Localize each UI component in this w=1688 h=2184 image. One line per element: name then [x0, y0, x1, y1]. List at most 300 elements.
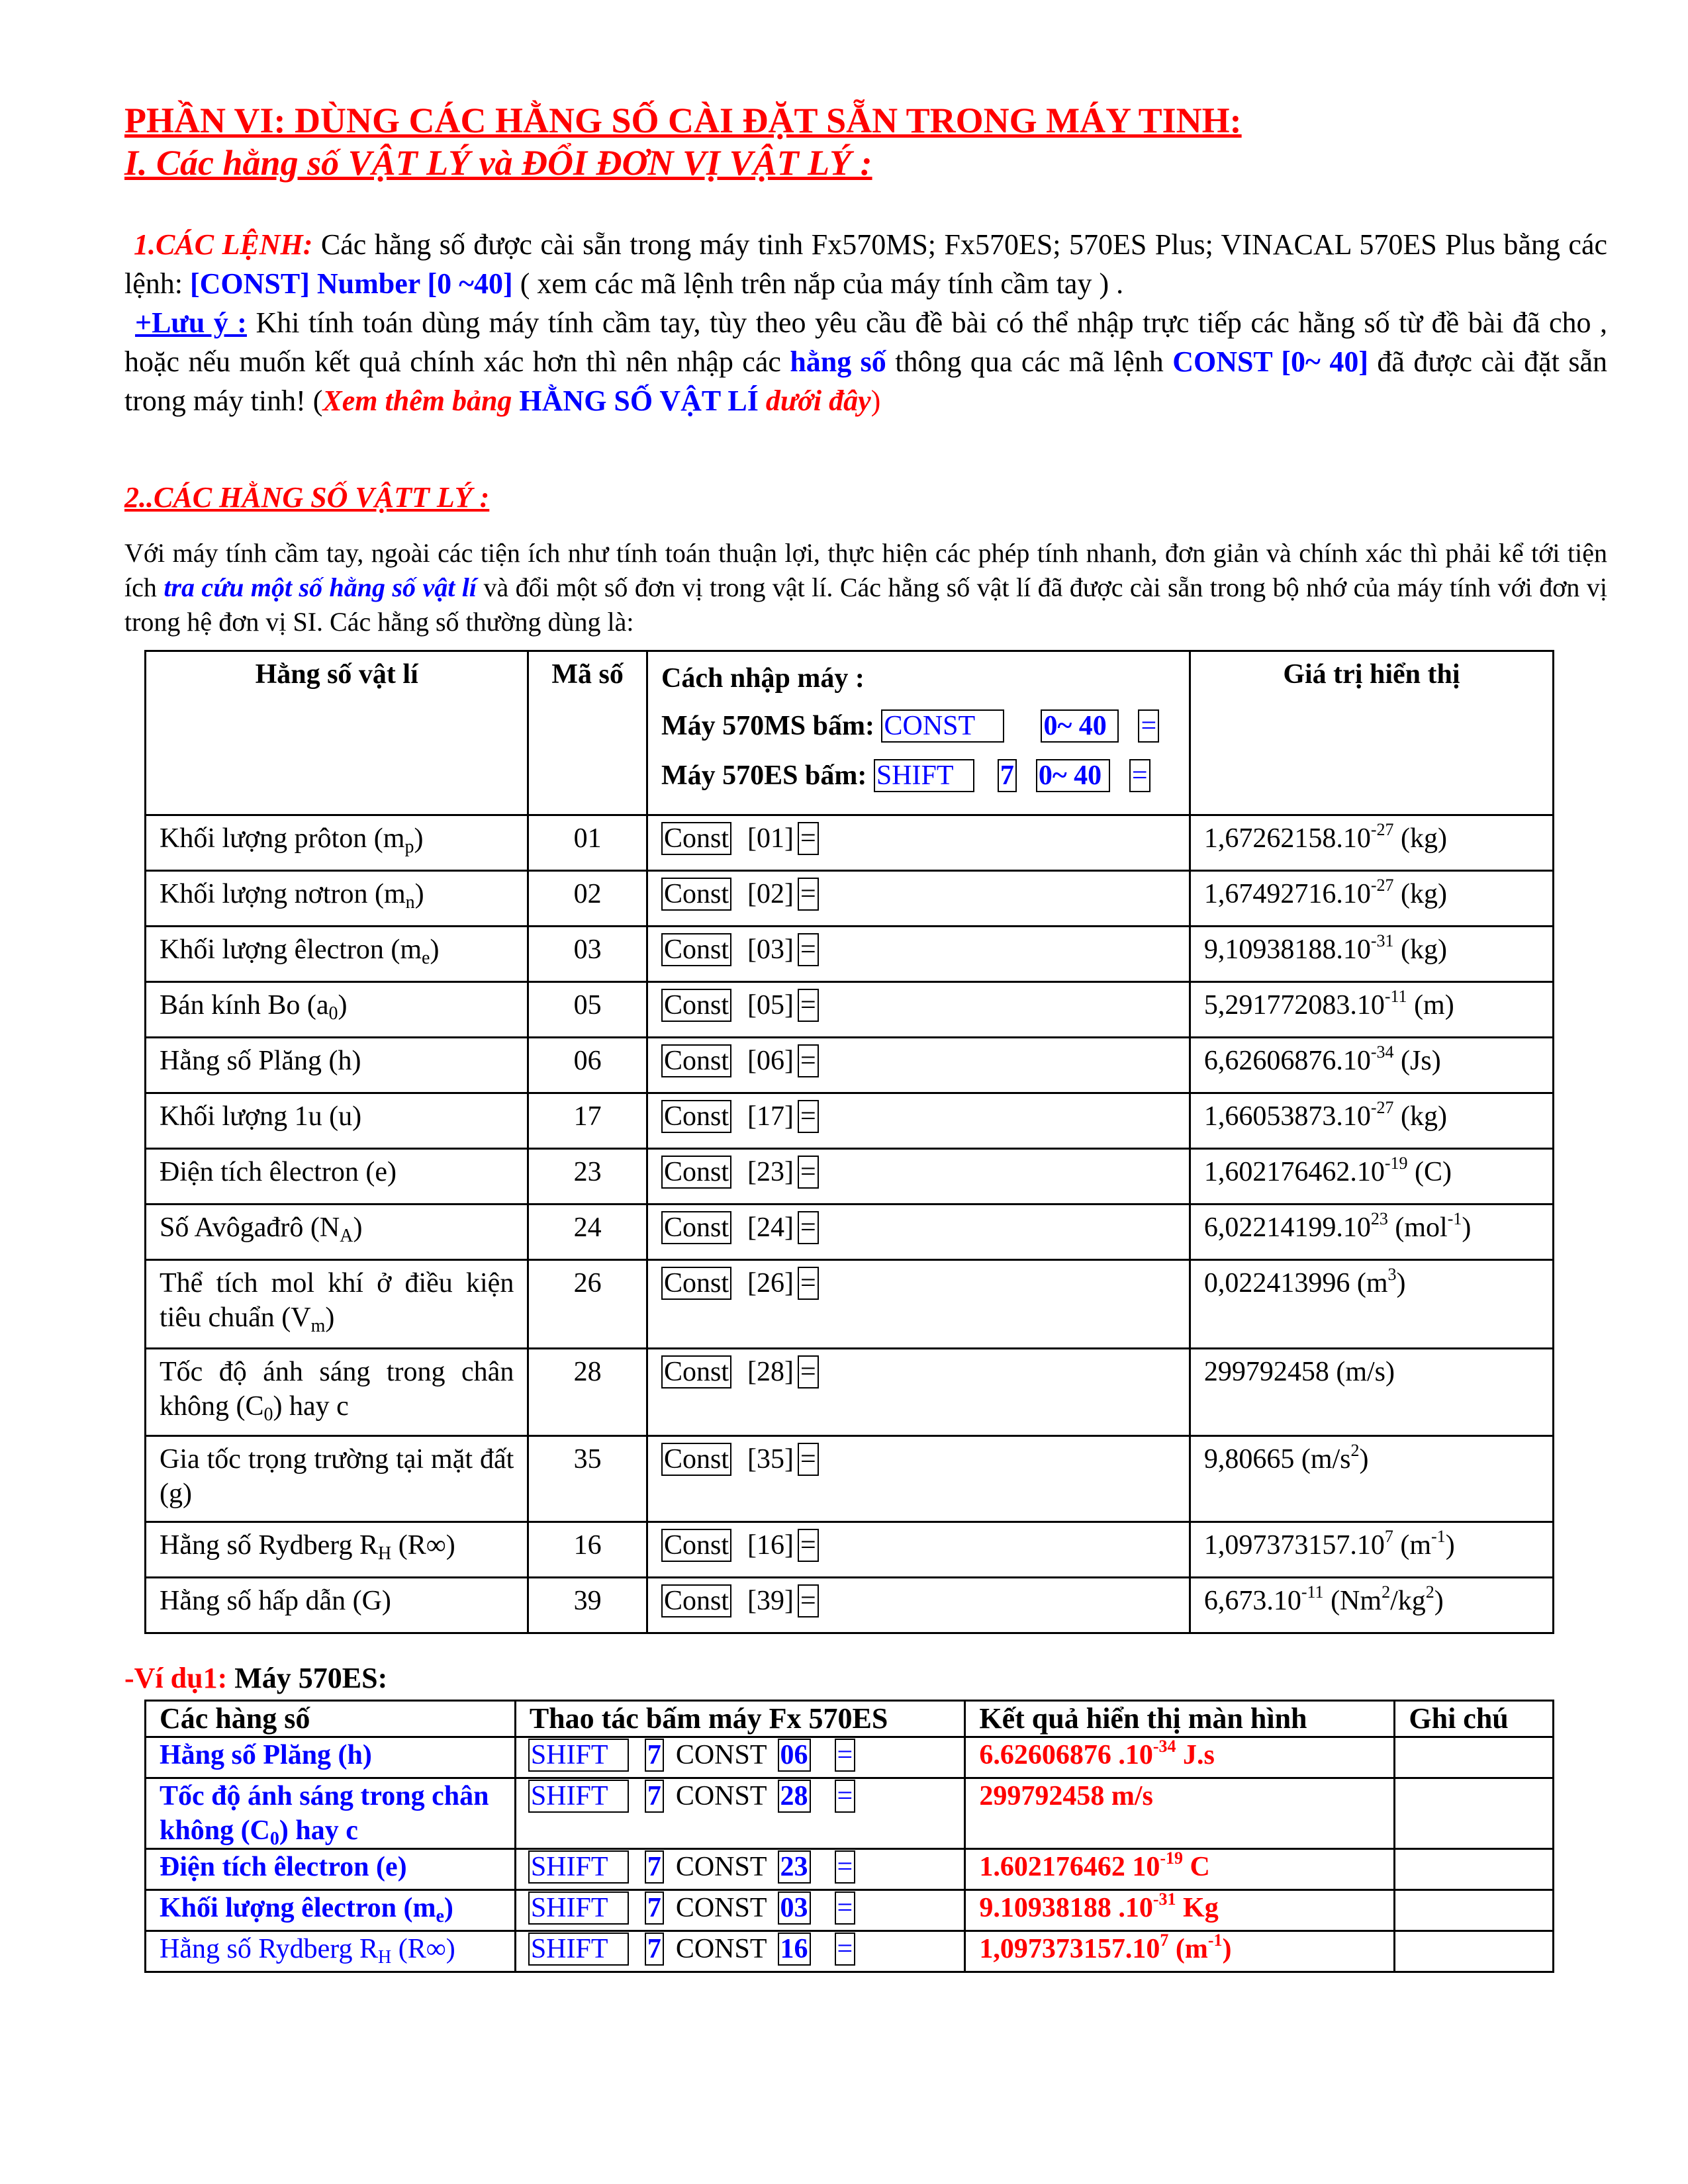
result-unit-exponent: -1: [1207, 1931, 1223, 1950]
entry-code: [35]: [747, 1444, 794, 1475]
note-label: +Lưu ý :: [135, 306, 247, 339]
constant-name-end: ): [325, 1302, 335, 1333]
const-key[interactable]: Const: [661, 1044, 731, 1077]
key-7[interactable]: 7: [645, 1850, 664, 1884]
entry-code: [01]: [747, 823, 794, 854]
const-key[interactable]: Const: [661, 1267, 731, 1300]
constant-name: [146, 1038, 528, 1093]
example-note: [1395, 1778, 1554, 1849]
section2-title: 2..CÁC HẰNG SỐ VẬTT LÝ :: [124, 481, 490, 514]
constant-name-text: Gia tốc trọng trường tại mặt đất (g): [160, 1444, 514, 1509]
constant-code: 24: [528, 1205, 647, 1260]
constant-name: [146, 1578, 528, 1633]
shift-key[interactable]: SHIFT: [528, 1780, 629, 1813]
value-unit: (Nm: [1323, 1586, 1382, 1616]
constant-row: [146, 1260, 1554, 1349]
value-exponent: -11: [1301, 1582, 1324, 1602]
constant-entry: [647, 982, 1190, 1038]
constant-entry: [647, 1205, 1190, 1260]
value-mantissa: 1,097373157.10: [1203, 1530, 1385, 1561]
constant-name-sub: A: [340, 1226, 353, 1246]
constant-name-text: Bán kính Bo (a: [160, 990, 329, 1021]
value-mantissa: 6,62606876.10: [1203, 1046, 1371, 1076]
equals-key[interactable]: =: [835, 1891, 856, 1925]
example-row: [146, 1931, 1554, 1972]
section1-cmd: [CONST] Number [0 ~40]: [189, 267, 513, 300]
constant-code: 23: [528, 1149, 647, 1205]
constant-name-text: Thể tích mol khí ở điều kiện tiêu chuẩn (V: [160, 1268, 514, 1333]
result-unit: (m: [1168, 1934, 1208, 1964]
constant-code: 06: [528, 1038, 647, 1093]
equals-key[interactable]: =: [835, 1780, 856, 1813]
value-unit: (m): [1407, 990, 1454, 1021]
example-row: [146, 1778, 1554, 1849]
result-exponent: -19: [1160, 1848, 1184, 1868]
result-mantissa: 1,097373157.10: [979, 1934, 1160, 1964]
const-label: CONST: [675, 1934, 767, 1964]
constant-name: [146, 815, 528, 871]
constant-name: [146, 1436, 528, 1522]
constant-entry: [647, 815, 1190, 871]
note-ref1: Xem thêm bảng: [322, 385, 512, 417]
example-result: [965, 1778, 1395, 1849]
constant-value: [1190, 1260, 1553, 1349]
constant-name-end: (R∞): [391, 1530, 455, 1561]
const-key[interactable]: Const: [661, 933, 731, 966]
value-mantissa: 9,10938188.10: [1203, 934, 1371, 965]
constant-value: [1190, 1038, 1553, 1093]
value-mantissa: 5,291772083.10: [1203, 990, 1385, 1021]
equals-key[interactable]: =: [798, 1443, 819, 1476]
constant-name-sub: e: [422, 948, 430, 968]
constant-name: [146, 1093, 528, 1149]
example-constant-sub: e: [436, 1906, 444, 1927]
equals-key[interactable]: =: [798, 822, 819, 855]
example-constant: [146, 1849, 516, 1890]
value-unit-end: ): [1462, 1212, 1472, 1243]
equals-key[interactable]: =: [798, 933, 819, 966]
equals-key[interactable]: =: [798, 1211, 819, 1244]
section2-bold: tra cứu một số hằng số vật lí: [164, 572, 477, 602]
constant-row: [146, 1205, 1554, 1260]
constant-value: [1190, 927, 1553, 982]
constant-name-sub: H: [378, 1543, 392, 1564]
const-key[interactable]: Const: [661, 1443, 731, 1476]
example-constant-end: (R∞): [391, 1934, 455, 1964]
value-mantissa: 6,673.10: [1203, 1586, 1301, 1616]
ex-header-note: Ghi chú: [1395, 1701, 1554, 1737]
col-header-entry: [647, 651, 1190, 815]
value-mantissa: 0,022413996 (m: [1203, 1268, 1388, 1298]
const-label: CONST: [675, 1852, 767, 1882]
equals-key[interactable]: =: [798, 1529, 819, 1562]
unit-exponent: -1: [1431, 1527, 1446, 1546]
es-range-key[interactable]: 0~ 40: [1036, 759, 1110, 792]
constant-value: [1190, 1522, 1553, 1578]
equals-key[interactable]: =: [798, 878, 819, 911]
example-result: [965, 1737, 1395, 1778]
value-mantissa: 9,80665 (m/s: [1203, 1444, 1351, 1475]
key-7[interactable]: 7: [645, 1891, 664, 1925]
constant-name: [146, 1349, 528, 1436]
const-key[interactable]: Const: [661, 1584, 731, 1617]
example-constant: [146, 1931, 516, 1972]
constant-entry: [647, 1522, 1190, 1578]
code-key[interactable]: 28: [778, 1780, 811, 1813]
result-mantissa: 6.62606876 .10: [979, 1740, 1153, 1770]
ms-const-key[interactable]: CONST: [881, 709, 1004, 743]
example-constant-sub: H: [378, 1947, 392, 1968]
constant-value: [1190, 1149, 1553, 1205]
constant-code: 03: [528, 927, 647, 982]
constant-entry: [647, 1578, 1190, 1633]
const-label: CONST: [675, 1893, 767, 1923]
value-exponent: -11: [1384, 987, 1407, 1006]
constant-code: 17: [528, 1093, 647, 1149]
constant-row: [146, 1149, 1554, 1205]
value-exponent: -27: [1370, 1098, 1394, 1117]
result-unit-end: ): [1222, 1934, 1232, 1964]
example-result: [965, 1931, 1395, 1972]
example-label: [124, 1660, 387, 1697]
const-key[interactable]: Const: [661, 1156, 731, 1189]
page-title: PHẦN VI: DÙNG CÁC HẰNG SỐ CÀI ĐẶT SẴN TRONG MÁY TINH:: [124, 101, 1242, 140]
constant-name-text: Số Avôgađrô (N: [160, 1212, 340, 1243]
const-key[interactable]: Const: [661, 878, 731, 911]
example-constant-text: Hằng số Rydberg R: [160, 1934, 379, 1964]
constants-table: [144, 650, 1554, 1634]
const-label: CONST: [675, 1740, 767, 1770]
key-7[interactable]: 7: [645, 1739, 664, 1772]
equals-key[interactable]: =: [798, 1355, 819, 1388]
result-mantissa: 9.10938188 .10: [979, 1893, 1153, 1923]
value-unit: (kg): [1393, 1101, 1448, 1132]
constant-row: [146, 1578, 1554, 1633]
entry-code: [17]: [747, 1101, 794, 1132]
note-bold2: CONST [0~ 40]: [1172, 345, 1369, 378]
key-7[interactable]: 7: [645, 1933, 664, 1966]
entry-code: [05]: [747, 990, 794, 1021]
constant-value: [1190, 1349, 1553, 1436]
result-unit: C: [1183, 1852, 1210, 1882]
equals-key[interactable]: =: [798, 1156, 819, 1189]
shift-key[interactable]: SHIFT: [528, 1891, 629, 1925]
ex-header-result: Kết quả hiển thị màn hình: [965, 1701, 1395, 1737]
constant-name: [146, 1149, 528, 1205]
constant-row: [146, 1093, 1554, 1149]
note-ref3: dưới đây: [765, 385, 871, 417]
constant-name-sub: m: [310, 1316, 326, 1336]
equals-key[interactable]: =: [798, 1267, 819, 1300]
constant-name-sub: n: [405, 892, 415, 913]
constant-entry: [647, 871, 1190, 927]
constant-entry: [647, 1038, 1190, 1093]
constant-row: [146, 1436, 1554, 1522]
const-key[interactable]: Const: [661, 1529, 731, 1562]
constant-entry: [647, 1093, 1190, 1149]
unit-exponent-2: 2: [1425, 1582, 1434, 1602]
entry-code: [26]: [747, 1268, 794, 1298]
result-unit: Kg: [1176, 1893, 1219, 1923]
shift-key[interactable]: SHIFT: [528, 1850, 629, 1884]
code-key[interactable]: 06: [778, 1739, 811, 1772]
code-key[interactable]: 16: [778, 1933, 811, 1966]
example-constant-text: Hằng số Plăng (h): [160, 1740, 372, 1770]
example-constant-text: Tốc độ ánh sáng trong chân không (C: [160, 1781, 489, 1846]
example-note: [1395, 1849, 1554, 1890]
constant-name-end: ): [338, 990, 348, 1021]
shift-key[interactable]: SHIFT: [528, 1933, 629, 1966]
constant-name-end: ): [414, 879, 424, 909]
example-note: [1395, 1890, 1554, 1931]
unit-exponent: -1: [1447, 1209, 1462, 1228]
section2-text1: Với máy tính cầm tay, ngoài các tiện ích như tính toán thuận lợi, thực hiện các phép tính nhanh, đơn giản và chính xác thì phải kể tới tiện ích: [124, 538, 1607, 602]
const-label: CONST: [675, 1781, 767, 1811]
value-exponent: 23: [1370, 1209, 1388, 1228]
constant-name-text: Hằng số hấp dẫn (G): [160, 1586, 391, 1616]
unit-exponent: 2: [1382, 1582, 1391, 1602]
constant-row: [146, 927, 1554, 982]
equals-key[interactable]: =: [798, 989, 819, 1022]
constant-name: [146, 1260, 528, 1349]
const-key[interactable]: Const: [661, 1355, 731, 1388]
col-header-value: Giá trị hiển thị: [1190, 651, 1553, 815]
example-keys: [515, 1931, 965, 1972]
result-exponent: -31: [1152, 1889, 1176, 1909]
es-7-key[interactable]: 7: [998, 759, 1017, 792]
result-unit: J.s: [1176, 1740, 1215, 1770]
constant-entry: [647, 927, 1190, 982]
constant-row: [146, 1349, 1554, 1436]
const-key[interactable]: Const: [661, 1100, 731, 1133]
note-text2: thông qua các mã lệnh: [886, 345, 1173, 378]
entry-code: [03]: [747, 934, 794, 965]
constant-code: 05: [528, 982, 647, 1038]
example-constant-end: ) hay c: [279, 1815, 358, 1846]
example-table: [144, 1700, 1554, 1973]
example-constant: [146, 1737, 516, 1778]
result-mantissa: 1.602176462 10: [979, 1852, 1160, 1882]
constant-name-text: Hằng số Rydberg R: [160, 1530, 379, 1561]
equals-key[interactable]: =: [835, 1850, 856, 1884]
constant-name-end: ) hay c: [273, 1391, 349, 1422]
value-exponent: -31: [1370, 931, 1394, 950]
constant-value: [1190, 1205, 1553, 1260]
constant-entry: [647, 1436, 1190, 1522]
equals-key[interactable]: =: [798, 1100, 819, 1133]
es-equals-key[interactable]: =: [1129, 759, 1150, 792]
constant-row: [146, 1522, 1554, 1578]
const-key[interactable]: Const: [661, 1211, 731, 1244]
entry-title: Cách nhập máy :: [661, 663, 865, 694]
value-unit-end-2: ): [1434, 1586, 1444, 1616]
constant-code: 01: [528, 815, 647, 871]
code-key[interactable]: 23: [778, 1850, 811, 1884]
ms-entry-row: [661, 700, 1176, 752]
constant-code: 02: [528, 871, 647, 927]
example-keys: [515, 1778, 965, 1849]
ex-header-keys: Thao tác bấm máy Fx 570ES: [515, 1701, 965, 1737]
value-mantissa: 1,67262158.10: [1203, 823, 1371, 854]
constant-code: 39: [528, 1578, 647, 1633]
constant-row: [146, 1038, 1554, 1093]
constant-name: [146, 1522, 528, 1578]
value-unit-end: ): [1445, 1530, 1455, 1561]
note-bold1: hằng số: [790, 345, 886, 378]
result-exponent: -34: [1152, 1737, 1176, 1756]
constant-row: [146, 871, 1554, 927]
value-mantissa: 6,02214199.10: [1203, 1212, 1371, 1243]
entry-code: [24]: [747, 1212, 794, 1243]
constant-name-text: Khối lượng prôton (m: [160, 823, 405, 854]
section1-label: 1.CÁC LỆNH:: [134, 228, 313, 261]
value-unit: (Js): [1393, 1046, 1441, 1076]
ms-label: Máy 570MS bấm:: [661, 711, 874, 741]
section1-text1: Các hằng số được cài sẵn trong máy tinh Fx570MS; Fx570ES; 570ES Plus; VINACAL 570ES Plus bằng các lệnh:: [124, 228, 1607, 300]
constant-value: [1190, 1436, 1553, 1522]
example-note: [1395, 1931, 1554, 1972]
constant-name: [146, 1205, 528, 1260]
example-constant: [146, 1778, 516, 1849]
section2-paragraph: [124, 536, 1607, 639]
equals-key[interactable]: =: [835, 1933, 856, 1966]
example-constant: [146, 1890, 516, 1931]
value-mantissa: 299792458 (m/s): [1203, 1357, 1395, 1387]
constant-name-text: Khối lượng 1u (u): [160, 1101, 362, 1132]
example-row: [146, 1849, 1554, 1890]
example-constant-text: Khối lượng êlectron (m: [160, 1893, 436, 1923]
example-constant-sub: 0: [269, 1829, 279, 1849]
value-unit: (C): [1407, 1157, 1452, 1187]
constant-row: [146, 815, 1554, 871]
result-exponent: 7: [1160, 1931, 1169, 1950]
note-text3: đã được cài đặt sẵn trong máy tinh! (: [124, 345, 1607, 417]
example-row: [146, 1737, 1554, 1778]
result-mantissa: 299792458 m/s: [979, 1781, 1153, 1811]
value-exponent: 2: [1350, 1441, 1360, 1460]
example-note: [1395, 1737, 1554, 1778]
value-mantissa: 1,66053873.10: [1203, 1101, 1371, 1132]
equals-key[interactable]: =: [798, 1044, 819, 1077]
example-result: [965, 1890, 1395, 1931]
constant-name-sub: 0: [328, 1003, 338, 1024]
note-paragraph: [124, 303, 1607, 420]
constant-code: 26: [528, 1260, 647, 1349]
entry-code: [23]: [747, 1157, 794, 1187]
example-keys: [515, 1890, 965, 1931]
value-unit: (kg): [1393, 879, 1448, 909]
value-unit: (m: [1393, 1530, 1432, 1561]
constant-entry: [647, 1260, 1190, 1349]
example-table-header: [146, 1701, 1554, 1737]
constant-row: [146, 982, 1554, 1038]
ex-header-constant: Các hàng số: [146, 1701, 516, 1737]
note-end: ): [870, 385, 881, 417]
example-keys: [515, 1737, 965, 1778]
entry-code: [02]: [747, 879, 794, 909]
col-header-constant: Hằng số vật lí: [146, 651, 528, 815]
value-mantissa: 1,67492716.10: [1203, 879, 1371, 909]
entry-code: [06]: [747, 1046, 794, 1076]
entry-code: [16]: [747, 1530, 794, 1561]
constant-name-end: ): [414, 823, 424, 854]
section1-text2: ( xem các mã lệnh trên nắp của máy tính cầm tay ) .: [512, 267, 1124, 300]
col-header-code: Mã số: [528, 651, 647, 815]
es-entry-row: [661, 752, 1176, 799]
example-keys: [515, 1849, 965, 1890]
constant-name: [146, 982, 528, 1038]
value-exponent: 7: [1384, 1527, 1393, 1546]
constant-name-text: Khối lượng êlectron (m: [160, 934, 422, 965]
constant-name: [146, 871, 528, 927]
value-mantissa: 1,602176462.10: [1203, 1157, 1385, 1187]
constant-entry: [647, 1349, 1190, 1436]
constants-table-header: [146, 651, 1554, 815]
code-key[interactable]: 03: [778, 1891, 811, 1925]
constant-name-text: Hằng số Plăng (h): [160, 1046, 361, 1076]
es-shift-key[interactable]: SHIFT: [874, 759, 974, 792]
const-key[interactable]: Const: [661, 989, 731, 1022]
value-unit: (kg): [1393, 823, 1448, 854]
value-unit: ): [1359, 1444, 1369, 1475]
constant-name: [146, 927, 528, 982]
ms-equals-key[interactable]: =: [1138, 709, 1159, 743]
equals-key[interactable]: =: [798, 1584, 819, 1617]
entry-code: [39]: [747, 1586, 794, 1616]
note-text1: Khi tính toán dùng máy tính cầm tay, tùy theo yêu cầu đề bài có thể nhập trực tiếp các hằng số từ đề bài đã cho , hoặc nếu muốn kết quả chính xác hơn thì nên nhập các: [124, 306, 1608, 378]
shift-key[interactable]: SHIFT: [528, 1739, 629, 1772]
value-exponent: -19: [1384, 1154, 1408, 1173]
example-machine: Máy 570ES:: [227, 1662, 388, 1694]
constant-value: [1190, 982, 1553, 1038]
value-exponent: -34: [1370, 1042, 1394, 1062]
value-exponent: -27: [1370, 876, 1394, 895]
constant-value: [1190, 871, 1553, 927]
constant-name-end: ): [353, 1212, 363, 1243]
constant-name-sub: 0: [263, 1404, 273, 1425]
note-ref2: HẰNG SỐ VẬT LÍ: [512, 385, 766, 417]
value-exponent: -27: [1370, 820, 1394, 839]
es-label: Máy 570ES bấm:: [661, 760, 867, 791]
example-constant-text: Điện tích êlectron (e): [160, 1852, 407, 1882]
constant-name-text: Khối lượng nơtron (m: [160, 879, 406, 909]
constant-name-text: Điện tích êlectron (e): [160, 1157, 397, 1187]
constant-entry: [647, 1149, 1190, 1205]
const-key[interactable]: Const: [661, 822, 731, 855]
value-unit-end: /kg: [1390, 1586, 1426, 1616]
constant-code: 28: [528, 1349, 647, 1436]
constant-code: 16: [528, 1522, 647, 1578]
entry-code: [28]: [747, 1357, 794, 1387]
ms-range-key[interactable]: 0~ 40: [1041, 709, 1119, 743]
example-label-text: -Ví dụ1:: [124, 1662, 228, 1694]
constant-name-text: Tốc độ ánh sáng trong chân không (C: [160, 1357, 514, 1422]
constant-code: 35: [528, 1436, 647, 1522]
constant-value: [1190, 1093, 1553, 1149]
equals-key[interactable]: =: [835, 1739, 856, 1772]
example-result: [965, 1849, 1395, 1890]
constant-name-sub: p: [404, 837, 414, 857]
value-unit: (mol: [1387, 1212, 1448, 1243]
page-subtitle: I. Các hằng số VẬT LÝ và ĐỔI ĐƠN VỊ VẬT LÝ :: [124, 143, 872, 183]
constant-name-end: ): [430, 934, 440, 965]
value-exponent: 3: [1387, 1265, 1397, 1284]
value-unit: (kg): [1393, 934, 1448, 965]
example-row: [146, 1890, 1554, 1931]
section1-paragraph: [124, 225, 1607, 303]
key-7[interactable]: 7: [645, 1780, 664, 1813]
constant-value: [1190, 1578, 1553, 1633]
